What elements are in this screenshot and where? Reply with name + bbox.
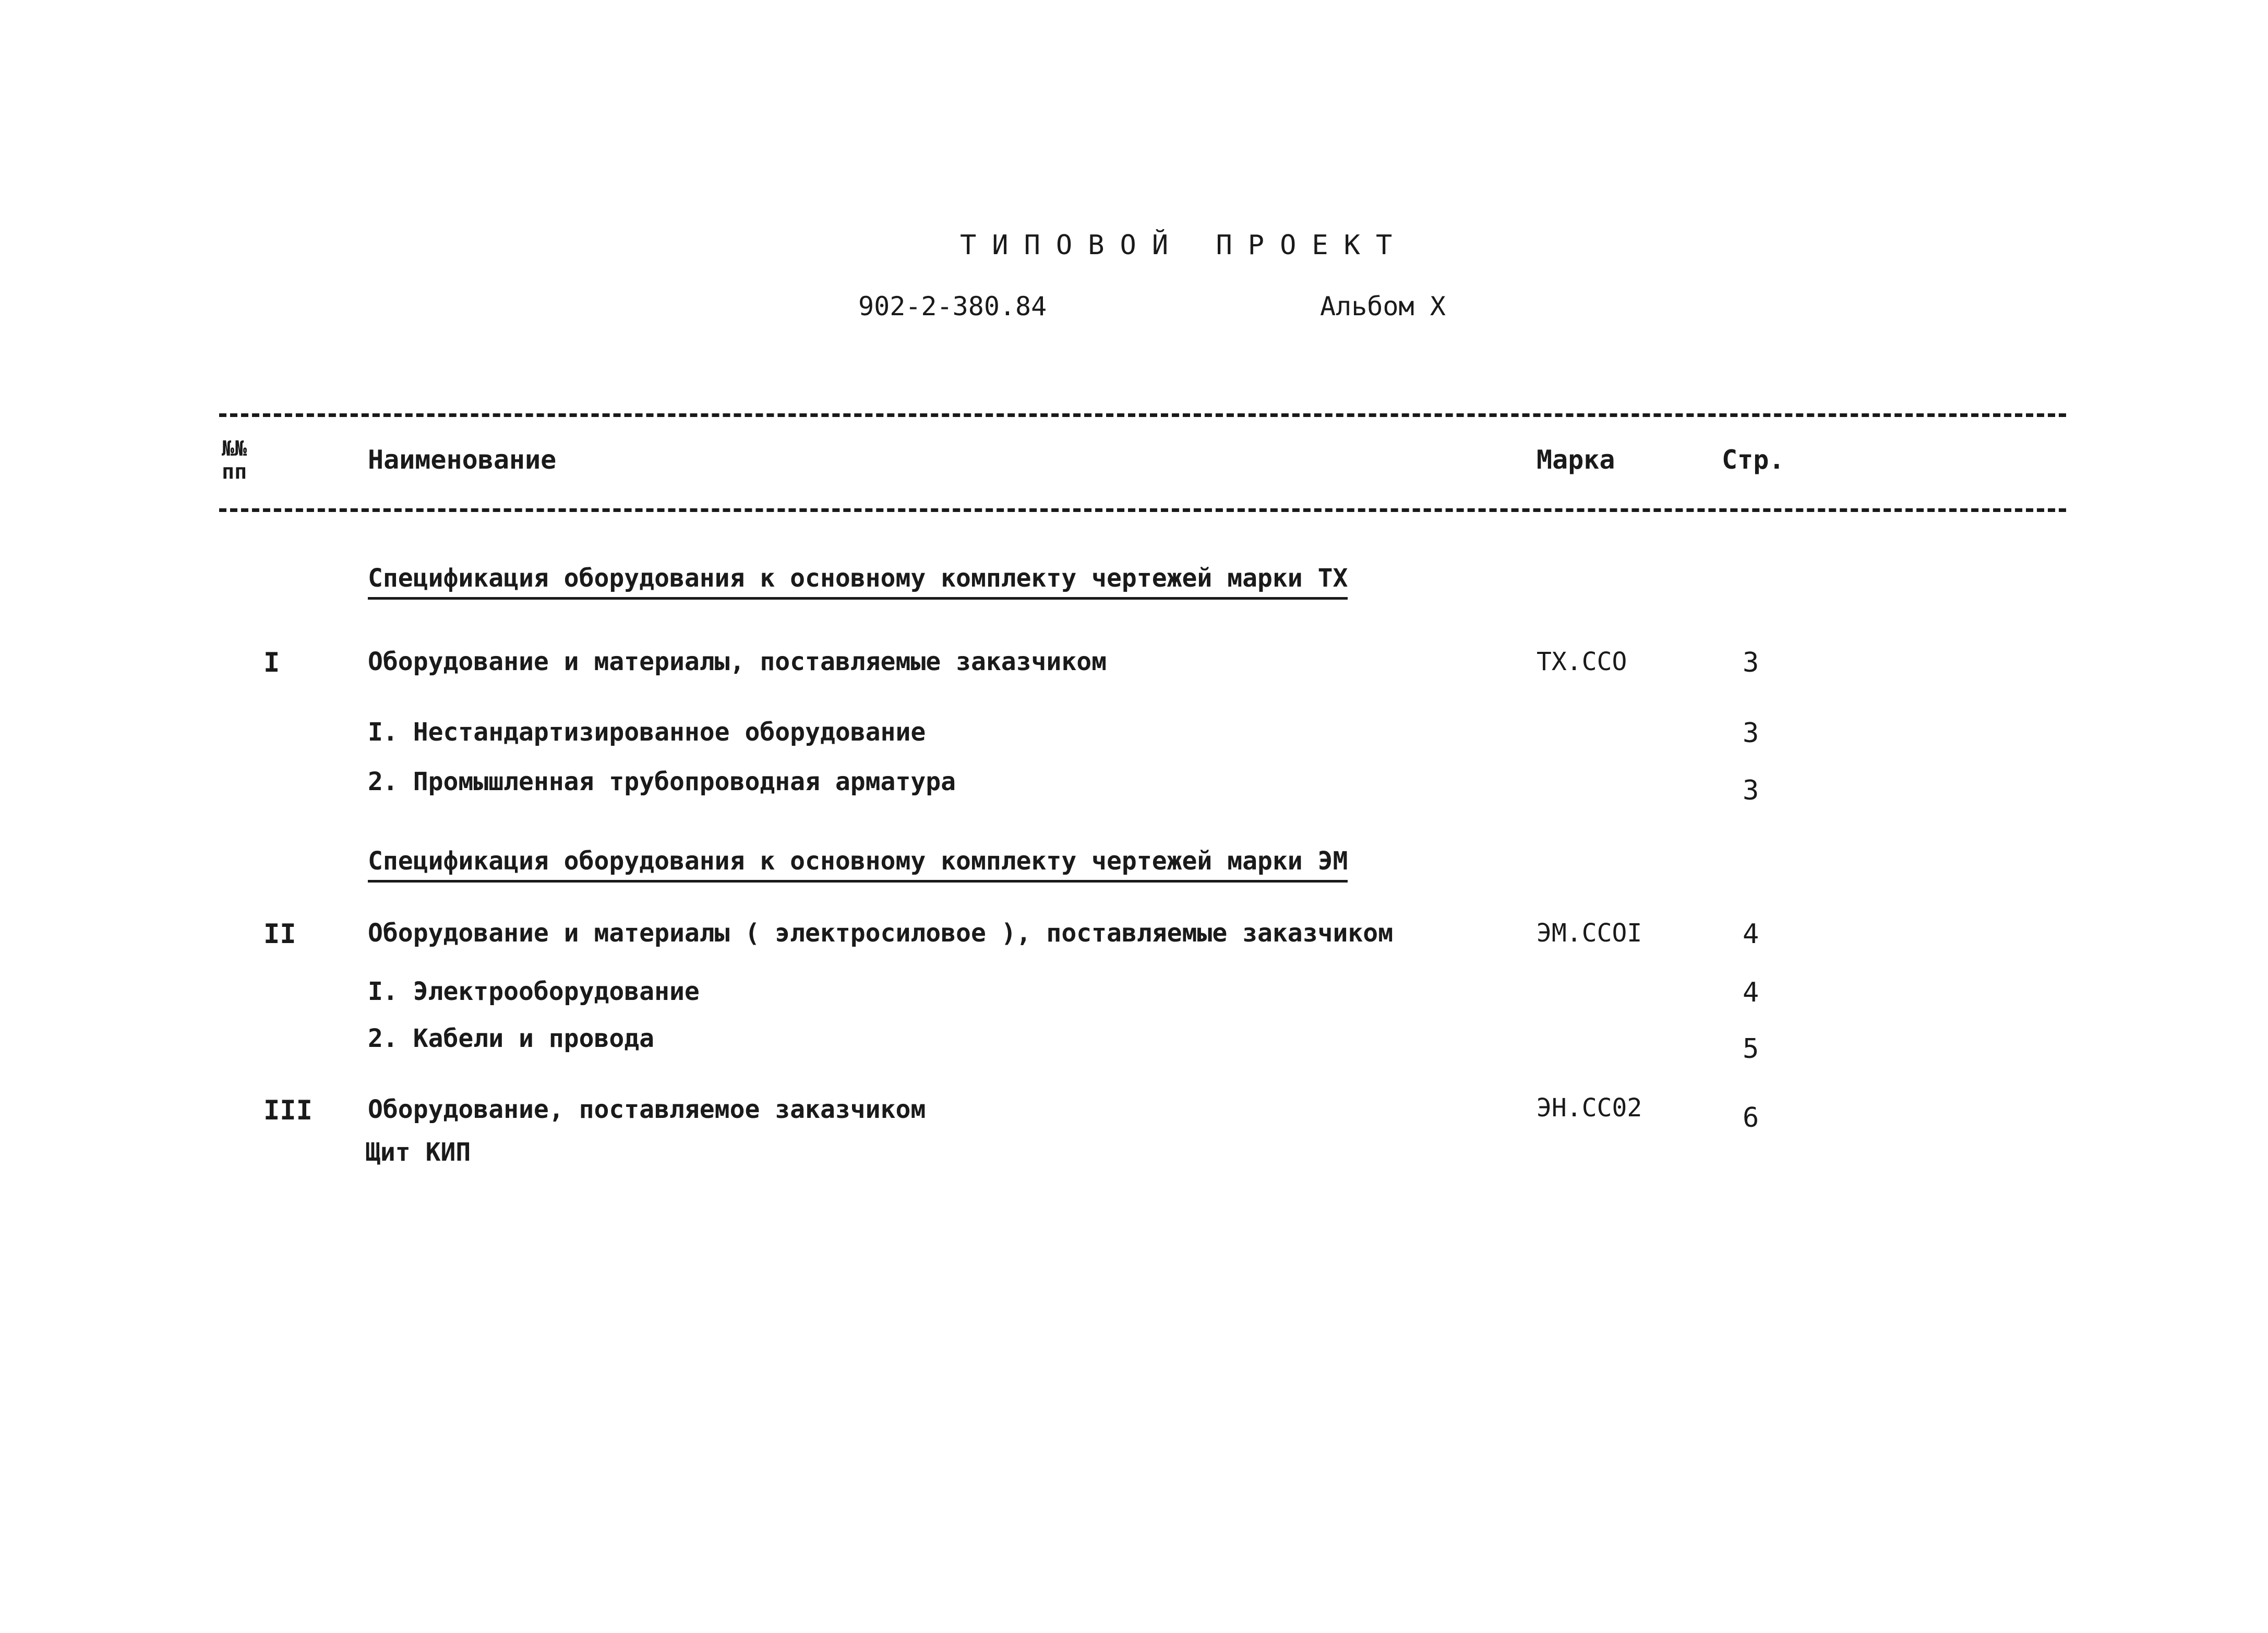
column-mark-header: Марка (1537, 445, 1615, 475)
header-bottom-rule (219, 508, 2066, 512)
header-top-rule (219, 413, 2066, 417)
row-name: Оборудование, поставляемое заказчиком (368, 1095, 926, 1124)
row-page: 3 (1743, 775, 1759, 806)
row-name: 2. Промышленная трубопроводная арматура (368, 767, 956, 796)
row-name: 2. Кабели и провода (368, 1024, 655, 1053)
album-label: Альбом X (1320, 291, 1446, 321)
row-page: 4 (1743, 919, 1759, 950)
section-heading-em: Спецификация оборудования к основному комплекту чертежей марки ЭМ (368, 847, 1348, 883)
row-number: I (263, 647, 280, 678)
section-heading-tx: Спецификация оборудования к основному комплекту чертежей марки ТХ (368, 564, 1348, 600)
row-name: Оборудование и материалы, поставляемые заказчиком (368, 647, 1107, 676)
column-name-header: Наименование (368, 445, 557, 475)
column-num-line1: №№ (222, 437, 247, 461)
row-mark: ТХ.ССО (1537, 647, 1627, 676)
row-name-continuation: Щит КИП (365, 1138, 471, 1167)
column-page-header: Стр. (1722, 445, 1785, 475)
row-name: Оборудование и материалы ( электросиловое ), поставляемые заказчиком (368, 919, 1394, 948)
row-name: I. Нестандартизированное оборудование (368, 718, 926, 747)
row-page: 3 (1743, 718, 1759, 749)
column-num-line2: пп (222, 460, 247, 484)
row-number: II (263, 919, 296, 950)
row-name: I. Электрооборудование (368, 977, 700, 1006)
column-num-header (222, 437, 247, 483)
project-number: 902-2-380.84 (858, 291, 1047, 321)
row-number: III (263, 1095, 313, 1126)
row-page: 4 (1743, 977, 1759, 1008)
document-title: ТИПОВОЙ ПРОЕКТ (960, 230, 1408, 261)
row-page: 6 (1743, 1102, 1759, 1134)
row-page: 5 (1743, 1033, 1759, 1065)
row-page: 3 (1743, 647, 1759, 678)
row-mark: ЭН.СС02 (1537, 1093, 1642, 1123)
row-mark: ЭМ.ССОI (1537, 919, 1642, 948)
